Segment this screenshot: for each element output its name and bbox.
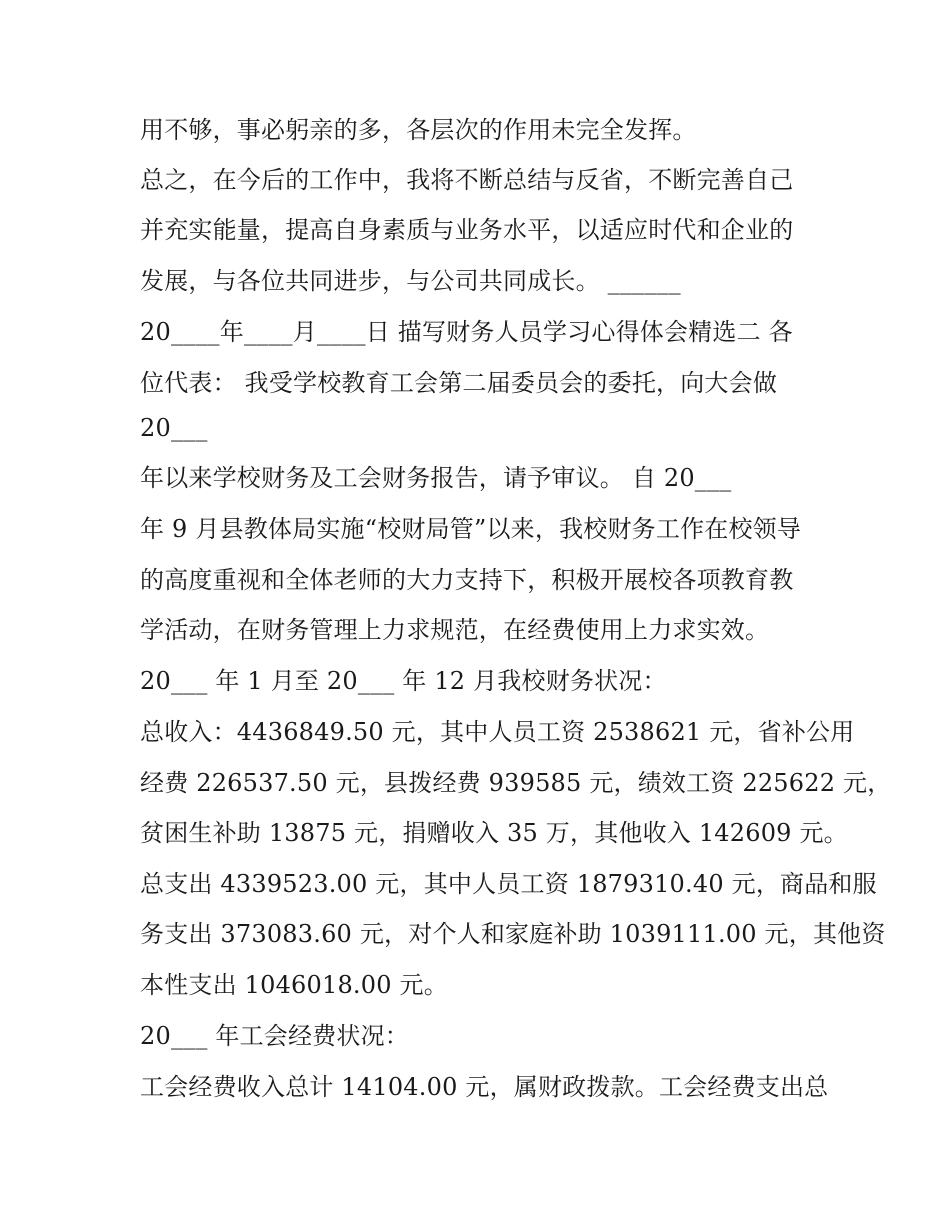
text-line: 20____年____月____日 描写财务人员学习心得体会精选二 各 <box>140 318 793 346</box>
text-line: 经费 226537.50 元，县拨经费 939585 元，绩效工资 225622 元， <box>140 769 892 797</box>
text-line: 20___ 年 1 月至 20___ 年 12 月我校财务状况： <box>140 667 667 695</box>
text-line: 工会经费收入总计 14104.00 元，属财政拨款。工会经费支出总 <box>140 1073 829 1101</box>
text-line: 并充实能量，提高自身素质与业务水平，以适应时代和企业的 <box>140 216 794 244</box>
text-line: 务支出 373083.60 元，对个人和家庭补助 1039111.00 元，其他资 <box>140 920 886 948</box>
text-line: 总支出 4339523.00 元，其中人员工资 1879310.40 元，商品和服 <box>140 870 877 898</box>
text-line: 年 9 月县教体局实施“校财局管”以来，我校财务工作在校领导 <box>140 515 802 543</box>
text-line: 总之，在今后的工作中，我将不断总结与反省，不断完善自己 <box>140 166 794 194</box>
text-line: 年以来学校财务及工会财务报告，请予审议。 自 20___ <box>140 464 732 492</box>
text-line: 学活动，在财务管理上力求规范，在经费使用上力求实效。 <box>140 616 770 644</box>
text-line: 20___ 年工会经费状况： <box>140 1022 409 1050</box>
text-line: 20___ <box>140 414 208 442</box>
text-line: 位代表： 我受学校教育工会第二届委员会的委托，向大会做 <box>140 369 778 397</box>
text-line: 总收入：4436849.50 元，其中人员工资 2538621 元，省补公用 <box>140 718 855 746</box>
text-line: 的高度重视和全体老师的大力支持下，积极开展校各项教育教 <box>140 566 794 594</box>
text-line: 用不够，事必躬亲的多，各层次的作用未完全发挥。 <box>140 116 697 144</box>
text-line: 贫困生补助 13875 元，捐赠收入 35 万，其他收入 142609 元。 <box>140 819 848 847</box>
text-line: 发展，与各位共同进步，与公司共同成长。 ______ <box>140 267 681 295</box>
text-line: 本性支出 1046018.00 元。 <box>140 971 448 999</box>
